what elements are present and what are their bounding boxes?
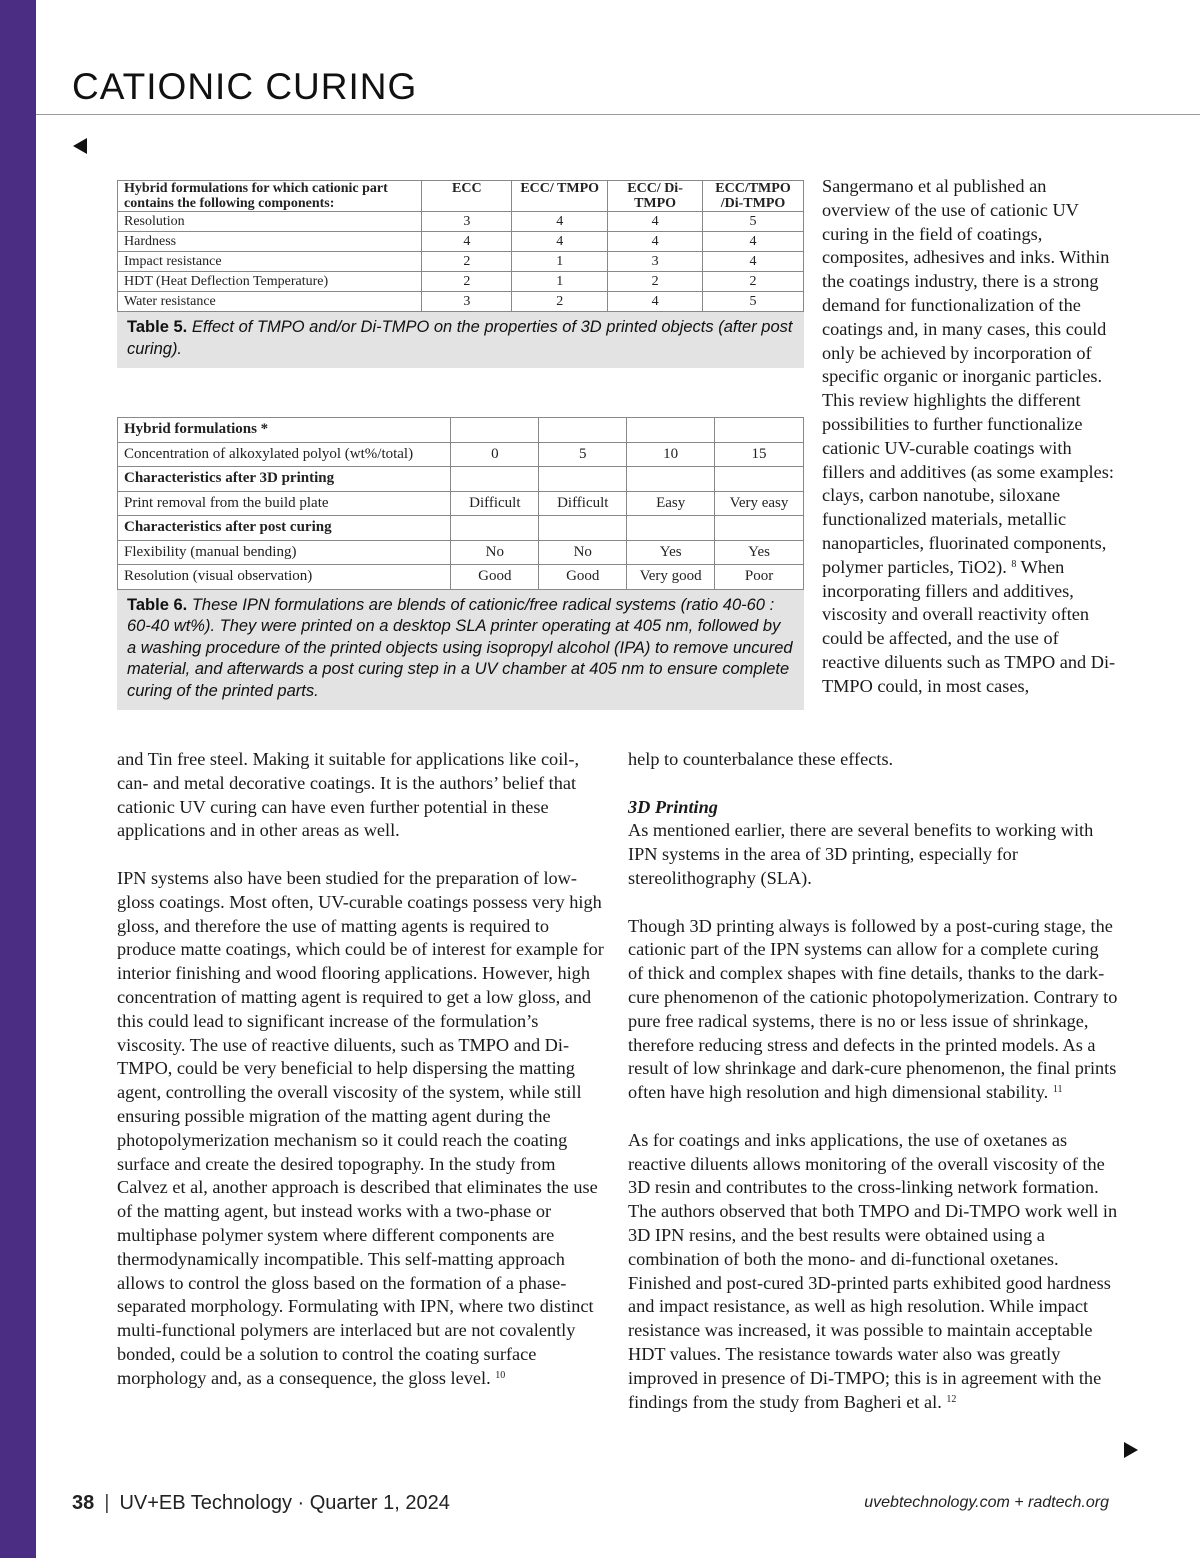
table-5-header-cell: ECC/TMPO /Di-TMPO <box>703 181 804 212</box>
table-5-header-cell: ECC <box>422 181 512 212</box>
table-5-caption <box>117 312 804 368</box>
publication-name: UV+EB Technology · Quarter 1, 2024 <box>119 1492 450 1514</box>
table-5-header-cell: Hybrid formulations for which cationic part contains the following components: <box>118 181 422 212</box>
article-paragraph: Though 3D printing always is followed by a post-curing stage, the cationic part of the IPN systems can allow for a complete curing of thick and complex shapes with fine details, thanks to the dark-cure phenomenon of the cationic photopolymerization. Contrary to pure free radical systems, there is no or less issue of shrinkage, therefore reducing stress and defects in the printed models. As a result of low shrinkage and dark-cure phenomenon, the final prints often have high resolution and high dimensional stability. $^{11}$ <box>628 915 1118 1103</box>
table-cell: 2 <box>703 272 804 292</box>
table-cell: Difficult <box>539 491 627 516</box>
table-section-heading-row <box>118 418 804 443</box>
previous-page-arrow-icon[interactable] <box>73 138 87 154</box>
table-cell: 1 <box>512 252 608 272</box>
table-6-caption <box>117 590 804 711</box>
table-cell: Very good <box>627 565 715 590</box>
table-row <box>118 272 804 292</box>
table-cell: Hardness <box>118 232 422 252</box>
reference-number: 12 <box>946 1393 957 1405</box>
table-cell: 4 <box>608 212 703 232</box>
reference-number: 10 <box>495 1369 506 1381</box>
table-row <box>118 565 804 590</box>
table-section-heading: Characteristics after 3D printing <box>118 467 451 492</box>
table-cell: Difficult <box>451 491 539 516</box>
table-cell: 4 <box>512 232 608 252</box>
purple-sidebar-bar <box>0 0 36 1558</box>
footer-separator: | <box>104 1492 110 1514</box>
table-cell: 15 <box>715 442 804 467</box>
table-cell: 4 <box>422 232 512 252</box>
article-sidebar-text <box>822 175 1118 699</box>
section-title: CATIONIC CURING <box>72 66 418 107</box>
table-5-header-row <box>118 181 804 212</box>
table-cell: Water resistance <box>118 292 422 312</box>
table-cell: Good <box>539 565 627 590</box>
table-cell: 5 <box>539 442 627 467</box>
table-cell: Yes <box>627 540 715 565</box>
table-cell: 2 <box>512 292 608 312</box>
article-right-column <box>628 748 1118 1414</box>
table-section-heading-row <box>118 516 804 541</box>
caption-text: These IPN formulations are blends of cationic/free radical systems (ratio 40-60 : 60-40 wt%). They were printed on a desktop SLA printer operating at 405 nm, followed by a washing procedure of the printed objects using isopropyl alcohol (IPA) to remove uncured material, and afterwards a post curing step in a UV chamber at 405 nm to ensure complete curing of the printed parts. <box>127 595 793 700</box>
table-cell: HDT (Heat Deflection Temperature) <box>118 272 422 292</box>
table-cell: 3 <box>608 252 703 272</box>
table-row <box>118 491 804 516</box>
table-cell: 2 <box>608 272 703 292</box>
table-row <box>118 442 804 467</box>
article-paragraph: Sangermano et al published an overview of the use of cationic UV curing in the field of coatings, composites, adhesives and inks. Within the coatings industry, there is a strong demand for functionalization of the coatings and, in many cases, this could only be achieved by incorporation of specific organic or inorganic particles. This review highlights the different possibilities to further functionalize cationic UV-curable coatings with fillers and additives (as some examples: clays, carbon nanotube, siloxane functionalized materials, metallic nanoparticles, fluorinated components, polymer particles, TiO2). $^8$ When incorporating fillers and additives, viscosity and overall reactivity often could be affected, and the use of reactive diluents such as TMPO and Di-TMPO could, in most cases, <box>822 176 1116 696</box>
table-cell: Resolution (visual observation) <box>118 565 451 590</box>
table-cell: 3 <box>422 292 512 312</box>
article-paragraph: and Tin free steel. Making it suitable for applications like coil-, can- and metal decorative coatings. It is the authors’ belief that cationic UV curing can have even further potential in these applications and in other areas as well. <box>117 749 580 841</box>
table-section-heading: Characteristics after post curing <box>118 516 451 541</box>
table-cell: Flexibility (manual bending) <box>118 540 451 565</box>
table-cell: Easy <box>627 491 715 516</box>
table-cell: 1 <box>512 272 608 292</box>
table-cell: 0 <box>451 442 539 467</box>
subsection-heading: 3D Printing <box>628 796 718 817</box>
reference-number: 8 <box>1011 558 1017 570</box>
table-cell: Concentration of alkoxylated polyol (wt%/total) <box>118 442 451 467</box>
table-cell: 5 <box>703 212 804 232</box>
table-cell: Print removal from the build plate <box>118 491 451 516</box>
next-page-arrow-icon[interactable] <box>1124 1442 1138 1458</box>
table-cell: Impact resistance <box>118 252 422 272</box>
table-5-header-cell: ECC/ TMPO <box>512 181 608 212</box>
caption-text: Effect of TMPO and/or Di-TMPO on the properties of 3D printed objects (after post curing). <box>127 318 793 358</box>
table-cell: 5 <box>703 292 804 312</box>
table-cell: 4 <box>608 292 703 312</box>
table-cell: 4 <box>608 232 703 252</box>
table-cell: Very easy <box>715 491 804 516</box>
table-5-header-cell: ECC/ Di-TMPO <box>608 181 703 212</box>
reference-number: 11 <box>1052 1084 1063 1096</box>
title-divider <box>36 114 1200 115</box>
table-cell: No <box>539 540 627 565</box>
table-cell: 10 <box>627 442 715 467</box>
table-6 <box>117 417 804 590</box>
table-section-heading: Hybrid formulations * <box>118 418 451 443</box>
table-cell: Good <box>451 565 539 590</box>
table-6-figure <box>117 417 804 710</box>
table-cell: Yes <box>715 540 804 565</box>
table-cell: 2 <box>422 252 512 272</box>
table-cell: 3 <box>422 212 512 232</box>
caption-label: Table 5. <box>127 318 188 336</box>
table-cell: 4 <box>703 232 804 252</box>
footer-websites[interactable]: uvebtechnology.com + radtech.org <box>864 1494 1109 1511</box>
article-paragraph: IPN systems also have been studied for the preparation of low-gloss coatings. Most often, UV-curable coatings possess very high gloss, and therefore the use of matting agents is required to produce matte coatings, which could be of interest for example for interior finishing and wood flooring applications. However, high concentration of matting agent is required to get a low gloss, and this could lead to significant increase of the formulation’s viscosity. The use of reactive diluents, such as TMPO and Di-TMPO, could be very beneficial to help dispersing the matting agent, controlling the overall viscosity of the system, while still ensuring possible migration of the matting agent during the photopolymerization mechanism so it could reach the coating surface and create the desired topography. In the study from Calvez et al, another approach is described that eliminates the use of the matting agent, but instead works with a two-phase or multiphase polymer system where different components are thermodynamically incompatible. This self-matting approach allows to control the gloss based on the formation of a phase-separated morphology. Formulating with IPN, where two distinct multi-functional polymers are interlaced but are not covalently bonded, could be a solution to control the coating surface morphology and, as a consequence, the gloss level. $^{10}$ <box>117 867 604 1388</box>
article-left-column <box>117 748 607 1391</box>
caption-label: Table 6. <box>127 595 188 614</box>
table-row <box>118 212 804 232</box>
table-row <box>118 292 804 312</box>
table-row <box>118 540 804 565</box>
page-number: 38 <box>72 1492 95 1514</box>
table-cell: Resolution <box>118 212 422 232</box>
table-row <box>118 232 804 252</box>
table-cell: Poor <box>715 565 804 590</box>
table-cell: 2 <box>422 272 512 292</box>
article-paragraph: As for coatings and inks applications, the use of oxetanes as reactive diluents allows monitoring of the overall viscosity of the 3D resin and contributes to the cross-linking network formation. The authors observed that both TMPO and Di-TMPO work well in 3D IPN resins, and the best results were obtained using a combination of both the mono- and di-functional oxetanes. Finished and post-cured 3D-printed parts exhibited good hardness and impact resistance, as well as high resolution. While impact resistance was increased, it was possible to maintain acceptable HDT values. The resistance towards water also was greatly improved in presence of Di-TMPO; this is in agreement with the findings from the study from Bagheri et al. $^{12}$ <box>628 1129 1118 1412</box>
table-5-figure <box>117 180 804 368</box>
article-paragraph: help to counterbalance these effects. <box>628 749 894 769</box>
table-cell: 4 <box>512 212 608 232</box>
table-section-heading-row <box>118 467 804 492</box>
table-cell: 4 <box>703 252 804 272</box>
table-row <box>118 252 804 272</box>
article-paragraph: As mentioned earlier, there are several benefits to working with IPN systems in the area of 3D printing, especially for stereolithography (SLA). <box>628 820 1094 888</box>
footer-publication <box>72 1492 450 1515</box>
table-5 <box>117 180 804 312</box>
table-cell: No <box>451 540 539 565</box>
